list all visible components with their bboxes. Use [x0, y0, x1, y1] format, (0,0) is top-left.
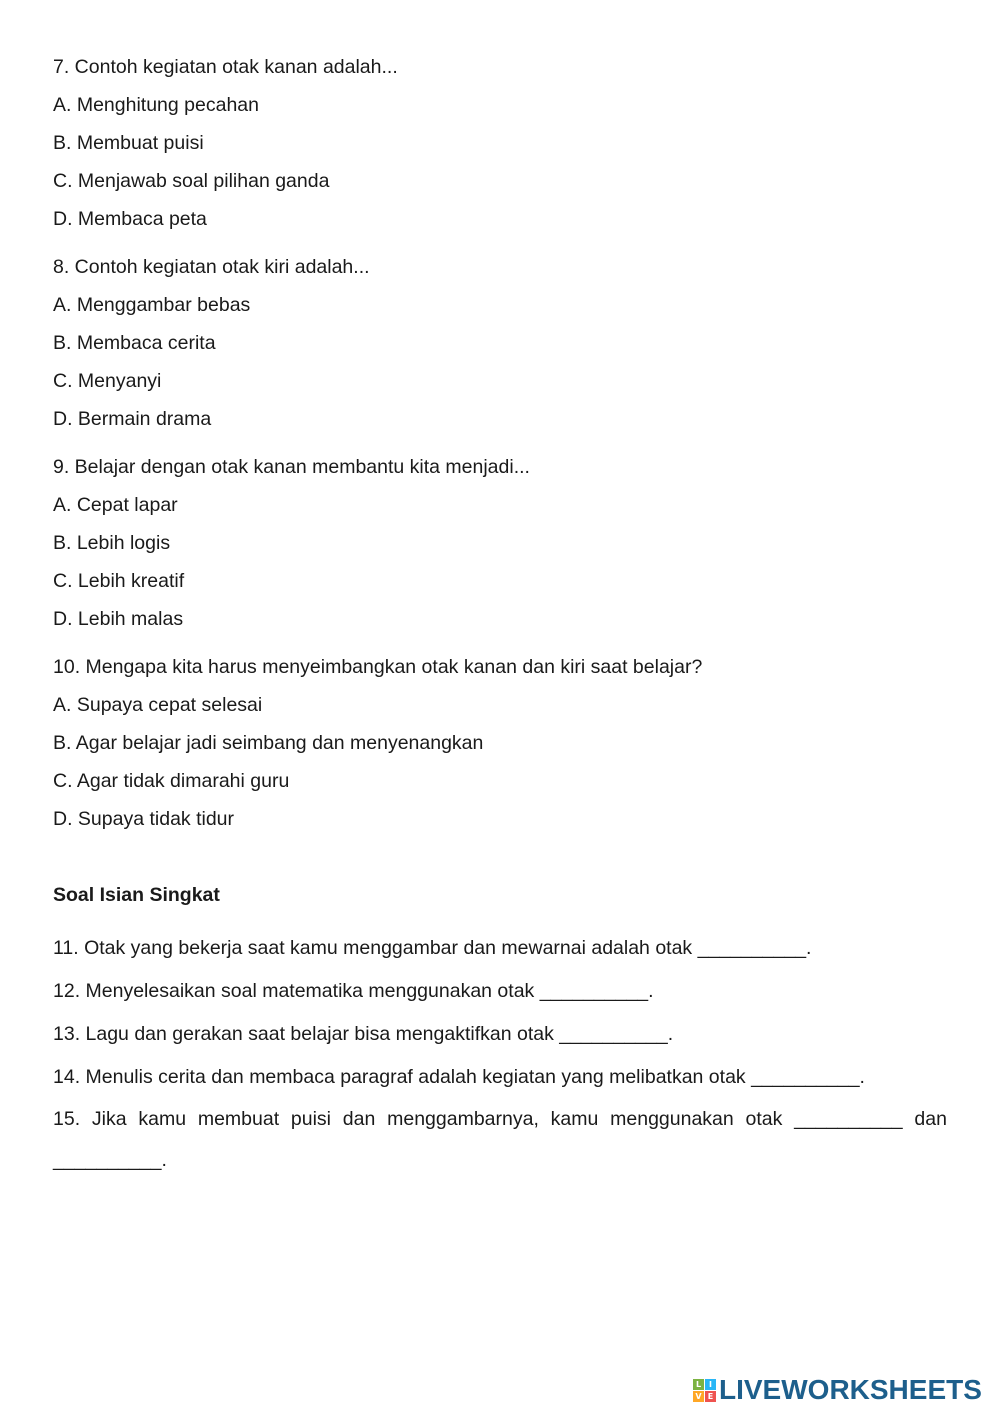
q15-blank: __________	[794, 1108, 903, 1130]
question-8: 8. Contoh kegiatan otak kiri adalah...	[53, 256, 370, 278]
q10-option-c: C. Agar tidak dimarahi guru	[53, 770, 290, 792]
logo-mark-letter: L	[693, 1379, 704, 1390]
q15-word: Jika	[91, 1108, 127, 1130]
q15-word: 15.	[53, 1108, 81, 1130]
q15-word: dan	[914, 1108, 947, 1130]
q15-word: otak	[745, 1108, 783, 1130]
q8-option-d: D. Bermain drama	[53, 408, 212, 430]
question-14: 14. Menulis cerita dan membaca paragraf adalah kegiatan yang melibatkan otak __________.	[53, 1066, 865, 1088]
q7-option-d: D. Membaca peta	[53, 208, 207, 230]
q10-option-a: A. Supaya cepat selesai	[53, 694, 263, 716]
q9-option-b: B. Lebih logis	[53, 532, 171, 554]
q7-option-a: A. Menghitung pecahan	[53, 94, 259, 116]
q8-option-b: B. Membaca cerita	[53, 332, 216, 354]
q15-word: kamu	[550, 1108, 599, 1130]
question-13: 13. Lagu dan gerakan saat belajar bisa mengaktifkan otak __________.	[53, 1023, 674, 1045]
q9-option-d: D. Lebih malas	[53, 608, 184, 630]
section-heading: Soal Isian Singkat	[53, 884, 220, 906]
logo-mark-letter: V	[693, 1391, 704, 1402]
q7-option-c: C. Menjawab soal pilihan ganda	[53, 170, 330, 192]
q15-word: kamu	[138, 1108, 187, 1130]
q9-option-a: A. Cepat lapar	[53, 494, 178, 516]
q15-word: membuat	[197, 1108, 280, 1130]
q15-word: menggunakan	[610, 1108, 734, 1130]
q7-option-b: B. Membuat puisi	[53, 132, 204, 154]
question-12: 12. Menyelesaikan soal matematika menggunakan otak __________.	[53, 980, 654, 1002]
logo-text: LIVEWORKSHEETS	[719, 1374, 982, 1405]
liveworksheets-logo	[693, 1374, 982, 1406]
logo-mark-letter: E	[705, 1391, 716, 1402]
question-11: 11. Otak yang bekerja saat kamu menggambar dan mewarnai adalah otak __________.	[53, 937, 812, 959]
q9-option-c: C. Lebih kreatif	[53, 570, 185, 592]
q10-option-d: D. Supaya tidak tidur	[53, 808, 235, 830]
question-10: 10. Mengapa kita harus menyeimbangkan otak kanan dan kiri saat belajar?	[53, 656, 703, 678]
q15-word: dan	[342, 1108, 376, 1130]
q15-continuation: __________.	[53, 1149, 167, 1171]
q15-word: menggambarnya,	[387, 1108, 539, 1130]
question-15	[53, 1107, 947, 1131]
logo-mark-icon	[693, 1379, 716, 1402]
q8-option-a: A. Menggambar bebas	[53, 294, 251, 316]
q10-option-b: B. Agar belajar jadi seimbang dan menyenangkan	[53, 732, 484, 754]
question-9: 9. Belajar dengan otak kanan membantu kita menjadi...	[53, 456, 530, 478]
q15-word: puisi	[290, 1108, 332, 1130]
q8-option-c: C. Menyanyi	[53, 370, 162, 392]
question-7: 7. Contoh kegiatan otak kanan adalah...	[53, 56, 398, 78]
logo-mark-letter: I	[705, 1379, 716, 1390]
